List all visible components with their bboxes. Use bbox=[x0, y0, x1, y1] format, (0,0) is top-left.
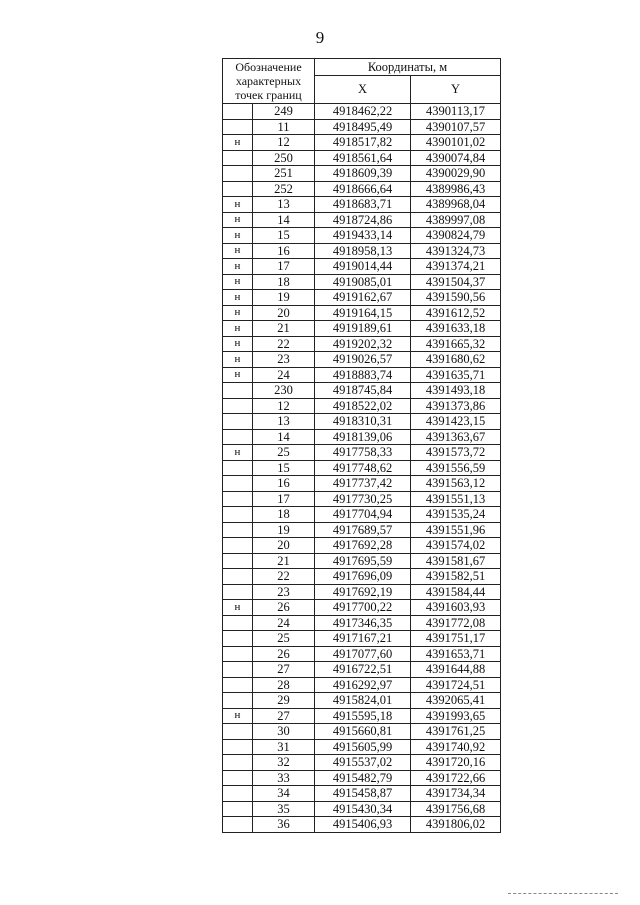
y-coordinate-cell: 4390101,02 bbox=[411, 135, 501, 151]
coordinates-table bbox=[222, 58, 501, 833]
point-mark-cell bbox=[223, 693, 253, 709]
point-number-cell: 22 bbox=[253, 336, 315, 352]
x-coordinate-cell: 4915824,01 bbox=[315, 693, 411, 709]
y-coordinate-cell: 4392065,41 bbox=[411, 693, 501, 709]
x-coordinate-cell: 4919085,01 bbox=[315, 274, 411, 290]
table-row bbox=[223, 228, 501, 244]
table-row bbox=[223, 739, 501, 755]
y-coordinate-cell: 4391993,65 bbox=[411, 708, 501, 724]
y-coordinate-cell: 4391740,92 bbox=[411, 739, 501, 755]
y-coordinate-cell: 4391324,73 bbox=[411, 243, 501, 259]
point-mark-cell bbox=[223, 491, 253, 507]
y-coordinate-cell: 4391584,44 bbox=[411, 584, 501, 600]
x-column-header: X bbox=[315, 76, 411, 104]
table-row bbox=[223, 104, 501, 120]
y-coordinate-cell: 4391535,24 bbox=[411, 507, 501, 523]
table-row bbox=[223, 522, 501, 538]
y-coordinate-cell: 4391722,66 bbox=[411, 770, 501, 786]
point-number-cell: 24 bbox=[253, 615, 315, 631]
table-row bbox=[223, 600, 501, 616]
y-coordinate-cell: 4391573,72 bbox=[411, 445, 501, 461]
x-coordinate-cell: 4915660,81 bbox=[315, 724, 411, 740]
point-mark-cell bbox=[223, 739, 253, 755]
x-coordinate-cell: 4918462,22 bbox=[315, 104, 411, 120]
designation-header: Обозначение характерных точек границ bbox=[223, 59, 315, 104]
point-number-cell: 230 bbox=[253, 383, 315, 399]
point-number-cell: 15 bbox=[253, 460, 315, 476]
x-coordinate-cell: 4919014,44 bbox=[315, 259, 411, 275]
point-number-cell: 13 bbox=[253, 197, 315, 213]
point-mark-cell bbox=[223, 631, 253, 647]
point-number-cell: 22 bbox=[253, 569, 315, 585]
x-coordinate-cell: 4917730,25 bbox=[315, 491, 411, 507]
table-row bbox=[223, 197, 501, 213]
table-row bbox=[223, 801, 501, 817]
point-number-cell: 26 bbox=[253, 646, 315, 662]
y-coordinate-cell: 4391761,25 bbox=[411, 724, 501, 740]
x-coordinate-cell: 4917758,33 bbox=[315, 445, 411, 461]
point-number-cell: 25 bbox=[253, 631, 315, 647]
x-coordinate-cell: 4919026,57 bbox=[315, 352, 411, 368]
point-number-cell: 19 bbox=[253, 522, 315, 538]
point-number-cell: 27 bbox=[253, 662, 315, 678]
y-coordinate-cell: 4391582,51 bbox=[411, 569, 501, 585]
table-row bbox=[223, 414, 501, 430]
point-mark-cell bbox=[223, 476, 253, 492]
point-mark-cell bbox=[223, 166, 253, 182]
point-number-cell: 14 bbox=[253, 429, 315, 445]
x-coordinate-cell: 4915458,87 bbox=[315, 786, 411, 802]
table-row bbox=[223, 584, 501, 600]
point-number-cell: 11 bbox=[253, 119, 315, 135]
point-number-cell: 18 bbox=[253, 507, 315, 523]
point-number-cell: 28 bbox=[253, 677, 315, 693]
x-coordinate-cell: 4917695,59 bbox=[315, 553, 411, 569]
table-row bbox=[223, 321, 501, 337]
y-coordinate-cell: 4391653,71 bbox=[411, 646, 501, 662]
y-column-header: Y bbox=[411, 76, 501, 104]
point-mark-cell bbox=[223, 662, 253, 678]
page-number: 9 bbox=[315, 28, 325, 47]
table-row bbox=[223, 119, 501, 135]
point-mark-cell bbox=[223, 817, 253, 833]
point-mark-cell bbox=[223, 615, 253, 631]
x-coordinate-cell: 4917346,35 bbox=[315, 615, 411, 631]
y-coordinate-cell: 4390107,57 bbox=[411, 119, 501, 135]
point-number-cell: 24 bbox=[253, 367, 315, 383]
table-row bbox=[223, 383, 501, 399]
table-header bbox=[223, 59, 501, 104]
point-mark-cell bbox=[223, 801, 253, 817]
point-number-cell: 19 bbox=[253, 290, 315, 306]
point-number-cell: 16 bbox=[253, 476, 315, 492]
y-coordinate-cell: 4391720,16 bbox=[411, 755, 501, 771]
point-mark-cell bbox=[223, 522, 253, 538]
point-mark-cell bbox=[223, 414, 253, 430]
x-coordinate-cell: 4919202,32 bbox=[315, 336, 411, 352]
y-coordinate-cell: 4391423,15 bbox=[411, 414, 501, 430]
point-mark-cell: н bbox=[223, 212, 253, 228]
point-number-cell: 17 bbox=[253, 259, 315, 275]
table-row bbox=[223, 491, 501, 507]
x-coordinate-cell: 4917077,60 bbox=[315, 646, 411, 662]
table-row bbox=[223, 646, 501, 662]
y-coordinate-cell: 4391806,02 bbox=[411, 817, 501, 833]
y-coordinate-cell: 4390113,17 bbox=[411, 104, 501, 120]
x-coordinate-cell: 4917167,21 bbox=[315, 631, 411, 647]
point-mark-cell bbox=[223, 755, 253, 771]
x-coordinate-cell: 4918666,64 bbox=[315, 181, 411, 197]
point-number-cell: 27 bbox=[253, 708, 315, 724]
point-mark-cell: н bbox=[223, 259, 253, 275]
point-mark-cell: н bbox=[223, 274, 253, 290]
y-coordinate-cell: 4391574,02 bbox=[411, 538, 501, 554]
point-mark-cell bbox=[223, 150, 253, 166]
x-coordinate-cell: 4918517,82 bbox=[315, 135, 411, 151]
table-row bbox=[223, 476, 501, 492]
table-row bbox=[223, 243, 501, 259]
point-number-cell: 30 bbox=[253, 724, 315, 740]
table-row bbox=[223, 662, 501, 678]
point-mark-cell: н bbox=[223, 228, 253, 244]
point-mark-cell bbox=[223, 553, 253, 569]
point-number-cell: 33 bbox=[253, 770, 315, 786]
y-coordinate-cell: 4391493,18 bbox=[411, 383, 501, 399]
table-row bbox=[223, 290, 501, 306]
x-coordinate-cell: 4915430,34 bbox=[315, 801, 411, 817]
point-mark-cell: н bbox=[223, 243, 253, 259]
point-mark-cell bbox=[223, 677, 253, 693]
y-coordinate-cell: 4391363,67 bbox=[411, 429, 501, 445]
y-coordinate-cell: 4391603,93 bbox=[411, 600, 501, 616]
table-row bbox=[223, 181, 501, 197]
point-mark-cell bbox=[223, 398, 253, 414]
point-mark-cell: н bbox=[223, 321, 253, 337]
y-coordinate-cell: 4391551,13 bbox=[411, 491, 501, 507]
x-coordinate-cell: 4916292,97 bbox=[315, 677, 411, 693]
table-row bbox=[223, 150, 501, 166]
x-coordinate-cell: 4918561,64 bbox=[315, 150, 411, 166]
point-number-cell: 13 bbox=[253, 414, 315, 430]
point-number-cell: 21 bbox=[253, 553, 315, 569]
point-number-cell: 16 bbox=[253, 243, 315, 259]
coordinates-header: Координаты, м bbox=[315, 59, 501, 76]
point-number-cell: 17 bbox=[253, 491, 315, 507]
table-row bbox=[223, 569, 501, 585]
table-row bbox=[223, 708, 501, 724]
x-coordinate-cell: 4916722,51 bbox=[315, 662, 411, 678]
table-row bbox=[223, 770, 501, 786]
point-mark-cell bbox=[223, 119, 253, 135]
y-coordinate-cell: 4391374,21 bbox=[411, 259, 501, 275]
x-coordinate-cell: 4915482,79 bbox=[315, 770, 411, 786]
table-row bbox=[223, 398, 501, 414]
y-coordinate-cell: 4391551,96 bbox=[411, 522, 501, 538]
y-coordinate-cell: 4391633,18 bbox=[411, 321, 501, 337]
y-coordinate-cell: 4390824,79 bbox=[411, 228, 501, 244]
point-number-cell: 18 bbox=[253, 274, 315, 290]
table-row bbox=[223, 259, 501, 275]
point-mark-cell: н bbox=[223, 305, 253, 321]
point-mark-cell: н bbox=[223, 290, 253, 306]
x-coordinate-cell: 4919433,14 bbox=[315, 228, 411, 244]
y-coordinate-cell: 4389968,04 bbox=[411, 197, 501, 213]
table-row bbox=[223, 724, 501, 740]
point-mark-cell bbox=[223, 770, 253, 786]
point-mark-cell bbox=[223, 104, 253, 120]
point-mark-cell bbox=[223, 181, 253, 197]
y-coordinate-cell: 4391612,52 bbox=[411, 305, 501, 321]
point-mark-cell bbox=[223, 538, 253, 554]
y-coordinate-cell: 4391556,59 bbox=[411, 460, 501, 476]
table-row bbox=[223, 615, 501, 631]
table-row bbox=[223, 786, 501, 802]
point-mark-cell: н bbox=[223, 708, 253, 724]
point-number-cell: 35 bbox=[253, 801, 315, 817]
point-mark-cell: н bbox=[223, 336, 253, 352]
point-number-cell: 249 bbox=[253, 104, 315, 120]
y-coordinate-cell: 4391644,88 bbox=[411, 662, 501, 678]
y-coordinate-cell: 4391563,12 bbox=[411, 476, 501, 492]
point-number-cell: 15 bbox=[253, 228, 315, 244]
table-row bbox=[223, 817, 501, 833]
x-coordinate-cell: 4917748,62 bbox=[315, 460, 411, 476]
point-mark-cell bbox=[223, 724, 253, 740]
point-number-cell: 36 bbox=[253, 817, 315, 833]
x-coordinate-cell: 4918522,02 bbox=[315, 398, 411, 414]
x-coordinate-cell: 4918883,74 bbox=[315, 367, 411, 383]
table-row bbox=[223, 460, 501, 476]
y-coordinate-cell: 4391590,56 bbox=[411, 290, 501, 306]
point-number-cell: 23 bbox=[253, 584, 315, 600]
table-row bbox=[223, 677, 501, 693]
x-coordinate-cell: 4918310,31 bbox=[315, 414, 411, 430]
x-coordinate-cell: 4918745,84 bbox=[315, 383, 411, 399]
table-row bbox=[223, 429, 501, 445]
point-mark-cell bbox=[223, 507, 253, 523]
point-mark-cell bbox=[223, 383, 253, 399]
table-row bbox=[223, 693, 501, 709]
point-number-cell: 29 bbox=[253, 693, 315, 709]
point-number-cell: 20 bbox=[253, 305, 315, 321]
point-mark-cell bbox=[223, 786, 253, 802]
table-row bbox=[223, 755, 501, 771]
point-number-cell: 12 bbox=[253, 398, 315, 414]
y-coordinate-cell: 4391635,71 bbox=[411, 367, 501, 383]
table-row bbox=[223, 553, 501, 569]
table-body bbox=[223, 104, 501, 833]
x-coordinate-cell: 4915605,99 bbox=[315, 739, 411, 755]
y-coordinate-cell: 4391724,51 bbox=[411, 677, 501, 693]
point-mark-cell bbox=[223, 584, 253, 600]
point-mark-cell: н bbox=[223, 352, 253, 368]
x-coordinate-cell: 4917700,22 bbox=[315, 600, 411, 616]
point-mark-cell: н bbox=[223, 135, 253, 151]
x-coordinate-cell: 4918495,49 bbox=[315, 119, 411, 135]
point-mark-cell bbox=[223, 460, 253, 476]
table-row bbox=[223, 445, 501, 461]
x-coordinate-cell: 4915595,18 bbox=[315, 708, 411, 724]
point-number-cell: 20 bbox=[253, 538, 315, 554]
y-coordinate-cell: 4391581,67 bbox=[411, 553, 501, 569]
x-coordinate-cell: 4917737,42 bbox=[315, 476, 411, 492]
y-coordinate-cell: 4390029,90 bbox=[411, 166, 501, 182]
table-row bbox=[223, 166, 501, 182]
point-number-cell: 21 bbox=[253, 321, 315, 337]
x-coordinate-cell: 4918724,86 bbox=[315, 212, 411, 228]
x-coordinate-cell: 4917696,09 bbox=[315, 569, 411, 585]
table-row bbox=[223, 631, 501, 647]
point-mark-cell bbox=[223, 569, 253, 585]
x-coordinate-cell: 4917692,28 bbox=[315, 538, 411, 554]
x-coordinate-cell: 4917704,94 bbox=[315, 507, 411, 523]
y-coordinate-cell: 4391756,68 bbox=[411, 801, 501, 817]
x-coordinate-cell: 4918609,39 bbox=[315, 166, 411, 182]
x-coordinate-cell: 4918683,71 bbox=[315, 197, 411, 213]
table-row bbox=[223, 135, 501, 151]
point-number-cell: 26 bbox=[253, 600, 315, 616]
x-coordinate-cell: 4917689,57 bbox=[315, 522, 411, 538]
x-coordinate-cell: 4919164,15 bbox=[315, 305, 411, 321]
point-mark-cell: н bbox=[223, 445, 253, 461]
table-row bbox=[223, 507, 501, 523]
point-number-cell: 31 bbox=[253, 739, 315, 755]
footer-divider bbox=[508, 893, 618, 894]
x-coordinate-cell: 4915406,93 bbox=[315, 817, 411, 833]
x-coordinate-cell: 4919189,61 bbox=[315, 321, 411, 337]
table-row bbox=[223, 305, 501, 321]
table-row bbox=[223, 274, 501, 290]
y-coordinate-cell: 4391680,62 bbox=[411, 352, 501, 368]
x-coordinate-cell: 4915537,02 bbox=[315, 755, 411, 771]
y-coordinate-cell: 4389997,08 bbox=[411, 212, 501, 228]
point-number-cell: 251 bbox=[253, 166, 315, 182]
x-coordinate-cell: 4918139,06 bbox=[315, 429, 411, 445]
y-coordinate-cell: 4391373,86 bbox=[411, 398, 501, 414]
y-coordinate-cell: 4391504,37 bbox=[411, 274, 501, 290]
table-row bbox=[223, 212, 501, 228]
point-number-cell: 32 bbox=[253, 755, 315, 771]
point-number-cell: 12 bbox=[253, 135, 315, 151]
point-number-cell: 23 bbox=[253, 352, 315, 368]
table-row bbox=[223, 538, 501, 554]
y-coordinate-cell: 4391734,34 bbox=[411, 786, 501, 802]
point-number-cell: 14 bbox=[253, 212, 315, 228]
table-row bbox=[223, 352, 501, 368]
point-number-cell: 25 bbox=[253, 445, 315, 461]
point-number-cell: 252 bbox=[253, 181, 315, 197]
point-mark-cell: н bbox=[223, 197, 253, 213]
x-coordinate-cell: 4919162,67 bbox=[315, 290, 411, 306]
y-coordinate-cell: 4389986,43 bbox=[411, 181, 501, 197]
table-row bbox=[223, 336, 501, 352]
point-mark-cell: н bbox=[223, 600, 253, 616]
y-coordinate-cell: 4391665,32 bbox=[411, 336, 501, 352]
y-coordinate-cell: 4391751,17 bbox=[411, 631, 501, 647]
point-number-cell: 250 bbox=[253, 150, 315, 166]
x-coordinate-cell: 4917692,19 bbox=[315, 584, 411, 600]
y-coordinate-cell: 4390074,84 bbox=[411, 150, 501, 166]
point-number-cell: 34 bbox=[253, 786, 315, 802]
x-coordinate-cell: 4918958,13 bbox=[315, 243, 411, 259]
y-coordinate-cell: 4391772,08 bbox=[411, 615, 501, 631]
point-mark-cell bbox=[223, 429, 253, 445]
point-mark-cell bbox=[223, 646, 253, 662]
point-mark-cell: н bbox=[223, 367, 253, 383]
table-row bbox=[223, 367, 501, 383]
